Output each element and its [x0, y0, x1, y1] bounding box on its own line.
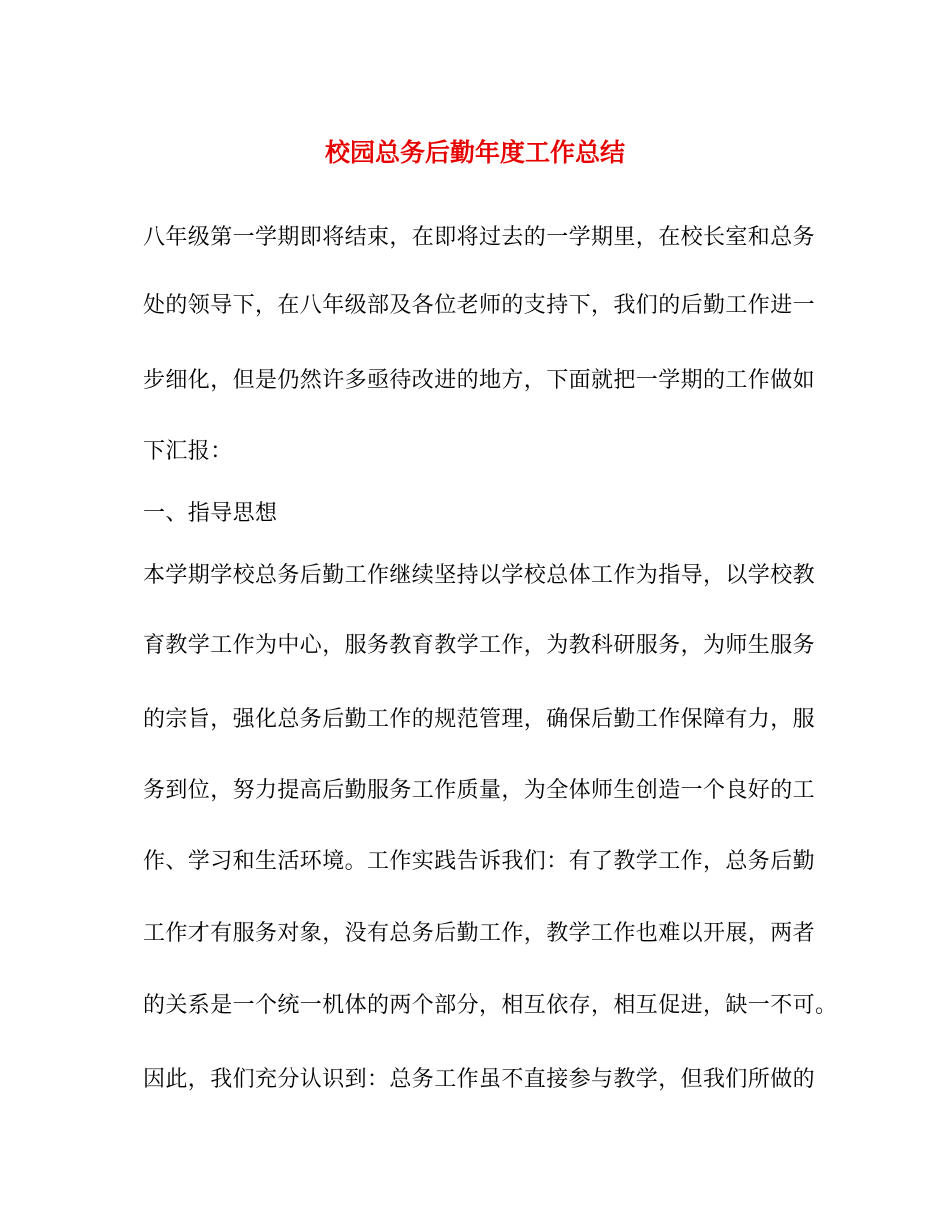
body-line-13: 因此，我们充分认识到：总务工作虽不直接参与教学，但我们所做的 — [143, 1067, 816, 1092]
section-heading: 一、指导思想 — [143, 501, 278, 526]
body-line-12: 的关系是一个统一机体的两个部分，相互依存，相互促进，缺一不可。 — [143, 993, 838, 1018]
body-line-7: 育教学工作为中心，服务教育教学工作，为教科研服务，为师生服务 — [143, 633, 816, 658]
body-line-10: 作、学习和生活环境。工作实践告诉我们：有了教学工作，总务后勤 — [143, 849, 816, 874]
document-title: 校园总务后勤年度工作总结 — [324, 138, 625, 167]
body-line-9: 务到位，努力提高后勤服务工作质量，为全体师生创造一个良好的工 — [143, 778, 816, 803]
body-line-3: 步细化，但是仍然许多亟待改进的地方，下面就把一学期的工作做如 — [143, 368, 816, 393]
body-line-6: 本学期学校总务后勤工作继续坚持以学校总体工作为指导，以学校教 — [143, 563, 816, 588]
body-line-1: 八年级第一学期即将结束，在即将过去的一学期里，在校长室和总务 — [143, 225, 816, 250]
body-line-8: 的宗旨，强化总务后勤工作的规范管理，确保后勤工作保障有力，服 — [143, 707, 816, 732]
body-line-11: 工作才有服务对象，没有总务后勤工作，教学工作也难以开展，两者 — [143, 921, 816, 946]
body-line-4: 下汇报： — [143, 439, 233, 464]
body-line-2: 处的领导下，在八年级部及各位老师的支持下，我们的后勤工作进一 — [143, 293, 816, 318]
